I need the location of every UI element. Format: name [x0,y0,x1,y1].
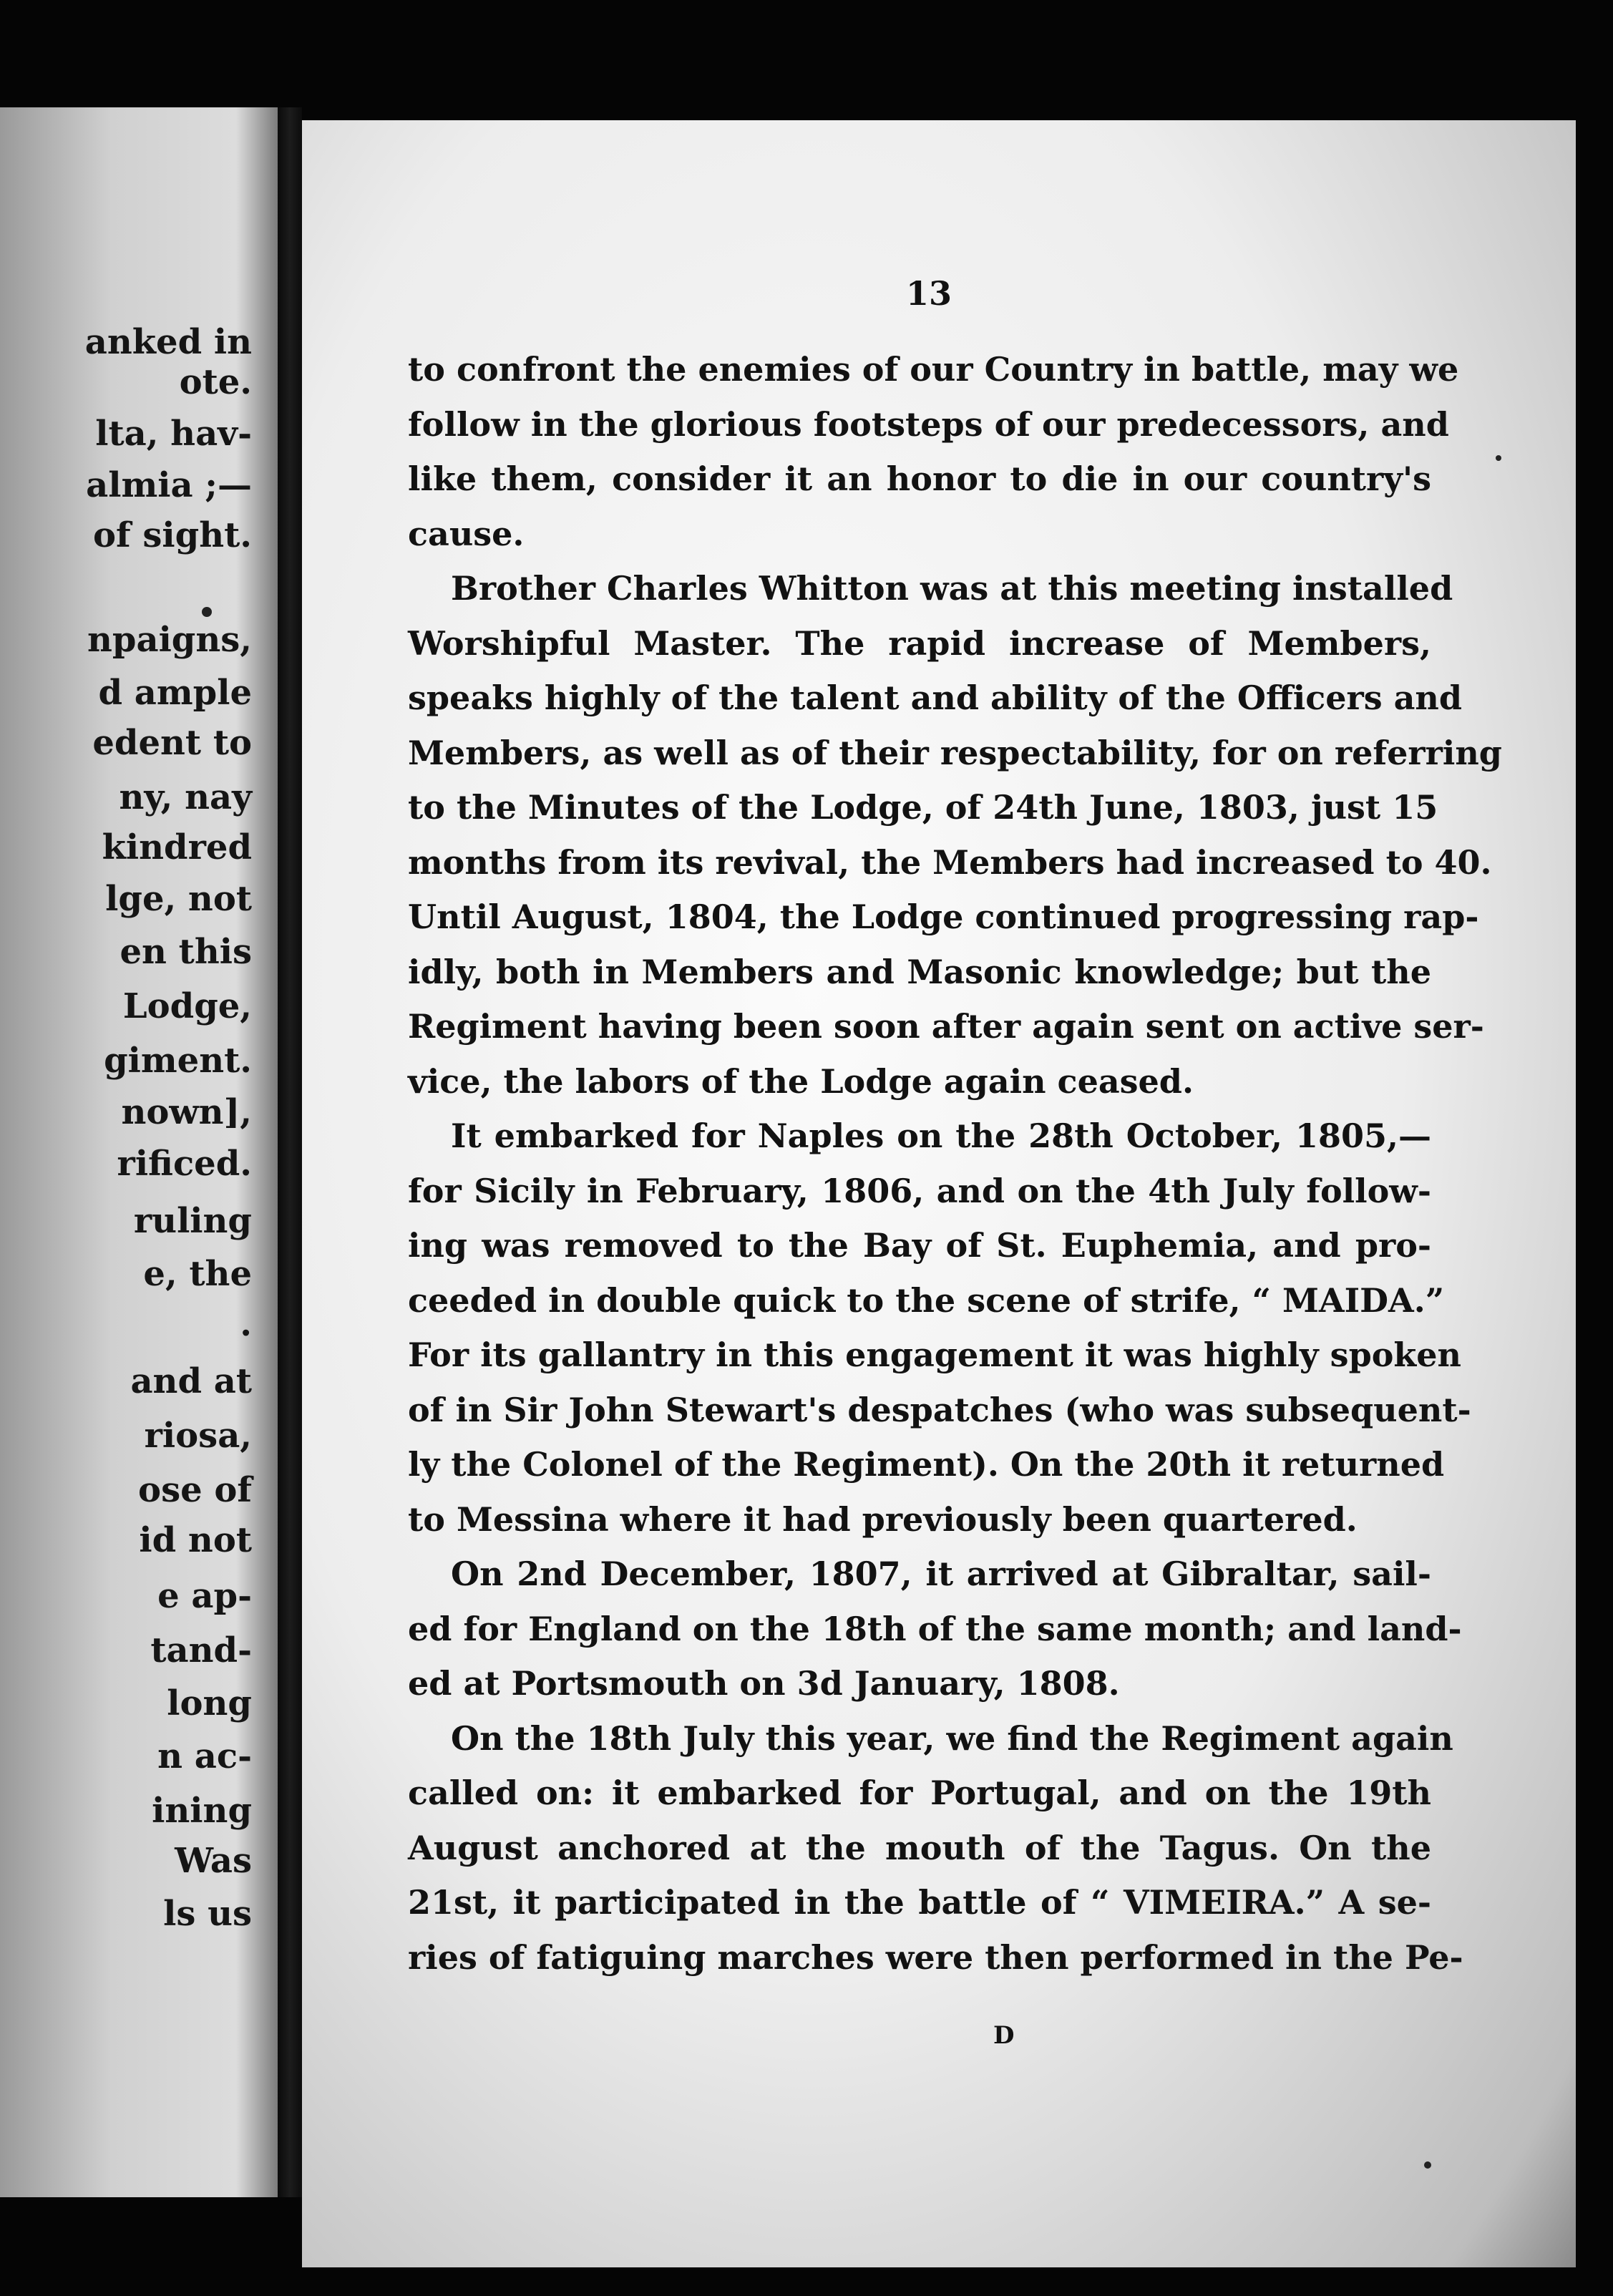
left-page-line: long [167,1683,252,1723]
left-page-line: Lodge, [122,986,252,1026]
text-line: On 2nd December, 1807, it arrived at Gibraltar, sail- [451,1555,1431,1593]
text-line: ed for England on the 18th of the same month; and land- [408,1609,1462,1648]
left-page-line: ose of [138,1470,252,1510]
text-line: vice, the labors of the Lodge again ceased. [408,1061,1194,1101]
text-line: follow in the glorious footsteps of our predecessors, and [408,404,1449,444]
ink-speck [1424,2161,1431,2169]
text-line: ed at Portsmouth on 3d January, 1808. [408,1664,1120,1703]
text-line: ly the Colonel of the Regiment). On the 20th it returned [408,1445,1445,1484]
text-line: months from its revival, the Members had increased to 40. [408,842,1492,882]
left-page-line: ote. [179,362,252,402]
left-page-line: giment. [104,1041,252,1081]
text-line: Members, as well as of their respectability, for on referring [408,733,1502,772]
left-page-line: d ample [98,673,252,713]
text-line: For its gallantry in this engagement it was highly spoken [408,1336,1461,1374]
left-page-line: e ap- [157,1576,252,1616]
left-page-line: lta, hav- [95,414,252,454]
text-line: ing was removed to the Bay of St. Euphemia, and pro- [408,1226,1431,1265]
left-page [0,107,278,2197]
left-page-line: ny, nay [119,777,252,817]
text-line: speaks highly of the talent and ability of the Officers and [408,678,1463,717]
text-line: for Sicily in February, 1806, and on the 4th July follow- [408,1171,1431,1210]
text-line: It embarked for Naples on the 28th October, 1805,— [451,1117,1431,1155]
page-number: 13 [906,274,952,313]
text-line: idly, both in Members and Masonic knowledge; but the [408,952,1431,991]
text-line: cause. [408,514,525,553]
text-line: to the Minutes of the Lodge, of 24th June, 1803, just 15 [408,788,1438,827]
left-page-line: rificed. [117,1144,252,1184]
left-page-line: ls us [163,1894,252,1934]
body-text [408,342,1502,1985]
text-line: called on: it embarked for Portugal, and on the 19th [408,1774,1431,1812]
left-page-line: edent to [92,723,252,763]
left-page-line: . [240,1304,252,1344]
text-line: Worshipful Master. The rapid increase of Members, [408,623,1431,663]
left-page-line: and at [130,1361,252,1401]
left-page-line: tand- [150,1630,252,1670]
signature-mark: D [993,2021,1015,2050]
text-line: August anchored at the mouth of the Tagus. On the [408,1828,1431,1867]
left-page-line: e, the [143,1254,252,1294]
left-page-line: anked in [84,322,252,362]
text-line: to confront the enemies of our Country in battle, may we [408,350,1459,389]
text-line: On the 18th July this year, we find the Regiment again [451,1718,1453,1758]
text-line: to Messina where it had previously been quartered. [408,1499,1358,1539]
text-line: Regiment having been soon after again sent on active ser- [408,1007,1484,1046]
left-page-line: ruling [133,1201,252,1241]
left-page-line: kindred [102,827,252,867]
left-page-line: en this [120,932,252,972]
left-page-line: riosa, [144,1416,252,1456]
ink-speck [1496,455,1501,461]
left-page-line: lge, not [105,879,252,919]
text-line: ceeded in double quick to the scene of strife, “ MAIDA.” [408,1280,1445,1320]
left-page-line: Was [175,1841,252,1881]
book-gutter [278,107,302,2197]
text-line: Until August, 1804, the Lodge continued progressing rap- [408,898,1479,936]
left-page-line: almia ;— [86,465,252,505]
text-line: of in Sir John Stewart's despatches (who was subsequent- [408,1390,1471,1429]
left-page-line: of sight. [93,515,252,555]
text-line: like them, consider it an honor to die in our country's [408,459,1431,498]
ink-speck [202,607,212,617]
left-page-line: id not [139,1520,252,1560]
text-line: ries of fatiguing marches were then performed in the Pe- [408,1937,1463,1977]
left-page-line: n ac- [157,1736,252,1776]
left-page-line: npaigns, [87,620,252,660]
left-page-line: nown], [121,1092,252,1132]
text-line: 21st, it participated in the battle of “ VIMEIRA.” A se- [408,1883,1431,1922]
text-line: Brother Charles Whitton was at this meeting installed [451,569,1453,608]
left-page-line: ining [152,1791,252,1831]
